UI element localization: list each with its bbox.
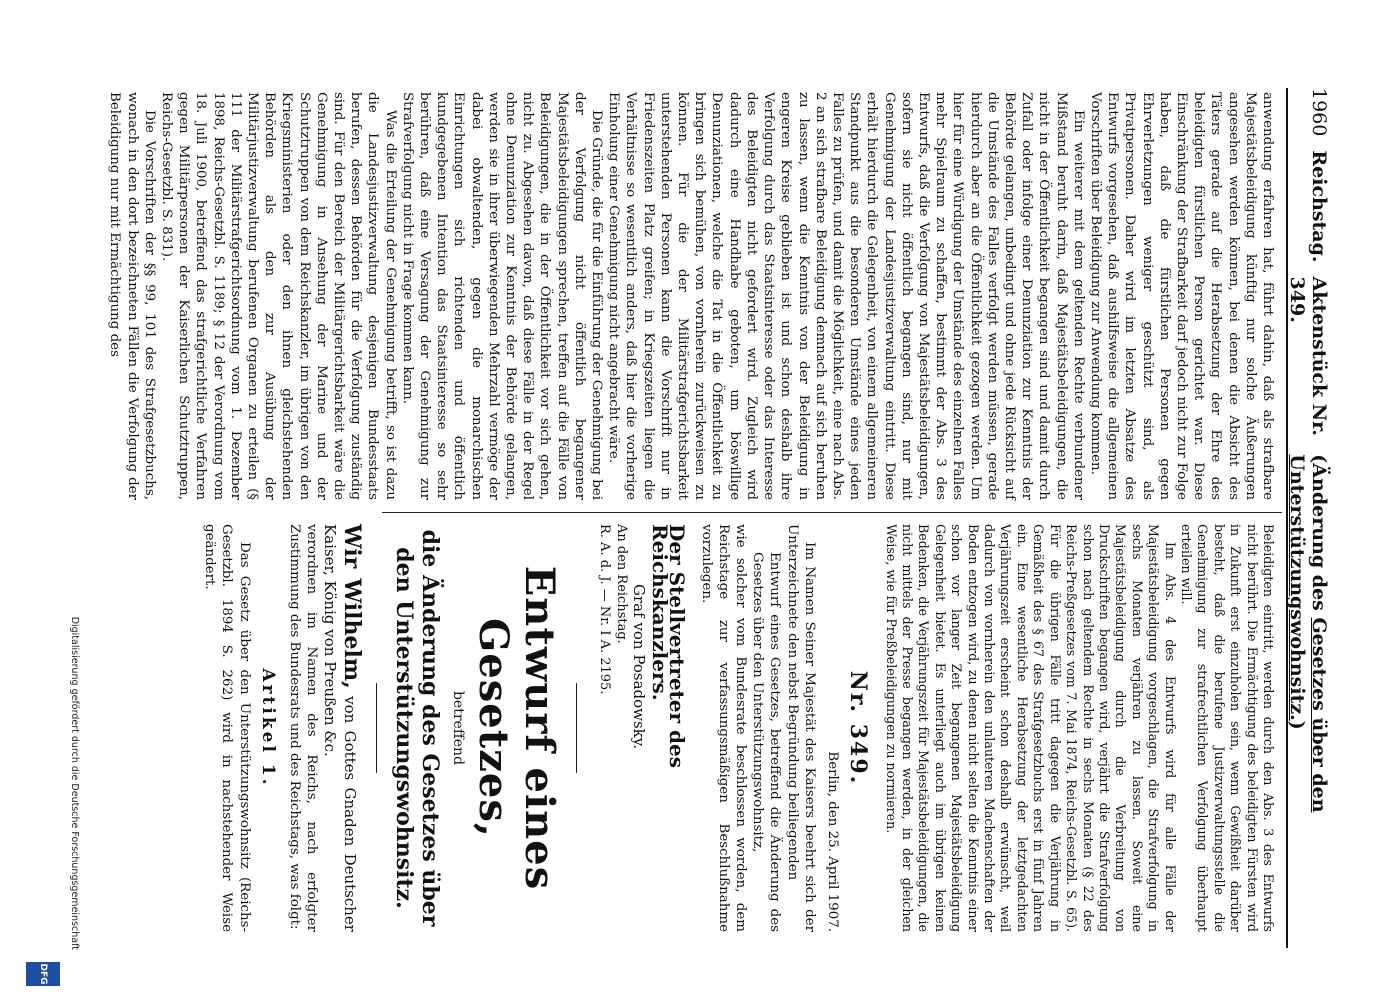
header-subject-underlined: Gesetzes über den Unterstützungswohnsitz.	[1286, 454, 1330, 813]
right-column	[201, 524, 1276, 932]
left-column	[106, 92, 1276, 500]
header-subject-prefix: (Änderung des	[1308, 454, 1330, 611]
left-paragraph: Ein weiterer mit dem geltenden Rechte verbundener Mißstand beruht darin, daß Majestätsbeleidigungen, die nicht in der Öffentlichkeit begangen sind und damit durch Zufall oder infolge einer Denunziation zur Kenntnis der Behörde gelangen, unbedingt und ohne jede Rücksicht auf die Umstände des Falles verfolgt werden müssen, gerade hierdurch aber an die Öffentlichkeit gezogen werden. Um hier für eine Würdigung der Umstände des einzelnen Falles mehr Spielraum zu schaffen, bestimmt der Abs. 3 des Entwurfs, daß die Verfolgung von Majestätsbeleidigungen, sofern sie nicht öffentlich begangen sind, nur mit Genehmigung der Landesjustizverwaltung eintritt. Diese erhält hierdurch die Gelegenheit, von einem allgemeineren Standpunkt aus die besonderen Umstände eines jeden Falles zu prüfen, und damit die Möglichkeit, eine nach Abs. 2 an sich strafbare Beleidigung demnach auf sich beruhen zu lassen, wenn die Kenntnis von der Beleidigung in engeren Kreise geblieben ist und schon deshalb ihre Verfolgung durch das Staatsinteresse oder das Interesse des Beleidigten nicht gefordert wird. Zugleich wird dadurch eine Handhabe geboten, um böswillige Denunziationen, welche die Tat in die Öffentlichkeit zu bringen sich bemühen, von vornherein zurückweisen zu können. Für die der Militärstrafgerichtsbarkeit unterstehenden Personen kann die Vorschrift nur in Friedenszeiten Platz greifen; in Kriegszeiten liegen die Verhältnisse so wesentlich anders, daß hier die vorherige Einholung einer Genehmigung nicht angebracht wäre.	[606, 92, 1086, 500]
header-rule	[1286, 88, 1288, 948]
message-text: Im Namen Seiner Majestät des Kaisers beehrt sich der Unterzeichnete den nebst Begründung beiliegenden	[784, 524, 817, 932]
message-end: wie solcher vom Bundesrate beschlossen worden, dem Reichstage zur verfassungsmäßigen Beschlußnahme vorzulegen.	[698, 524, 749, 932]
signature-title: Der Stellvertreter des Reichskanzlers.	[648, 524, 690, 768]
right-paragraph: Beleidigten eintritt, werden durch den Abs. 3 des Entwurfs nicht berührt. Die Ermächtigung des beleidigten Fürsten wird in Zukunft erst einzuholen sein, wenn Gewißheit darüber besteht, daß die berufene Justizverwaltungsstelle die Genehmigung zur strafrechtlichen Verfolgung überhaupt erteilen will.	[1178, 524, 1276, 932]
left-paragraph: Was die Erteilung der Genehmigung betrifft, so ist dazu die Landesjustizverwaltung desjenigen Bundesstaats berufen, dessen Behörden für die Verfolgung zuständig sind. Für den Bereich der Militärgerichtsbarkeit wäre die Genehmigung in Ansehung der Marine und der Schutztruppen von dem Reichskanzler, im übrigen von den Kriegsministerien oder den ihnen gleichstehenden Behörden als den zur Ausübung der Militärjustizverwaltung berufenen Organen zu erteilen (§ 111 der Militärstrafgerichtsordnung vom 1. Dezember 1898, Reichs-Gesetzbl. S. 1189; § 12 der Verordnung vom 18. Juli 1900, betreffend das strafgerichtliche Verfahren gegen Militärpersonen der Kaiserlichen Schutztruppen, Reichs-Gesetzbl. S. 831).	[159, 92, 398, 500]
article-text: Das Gesetz über den Unterstützungswohnsitz (Reichs-Gesetzbl. 1894 S. 262) wird in nachstehender Weise geändert.	[202, 524, 252, 932]
draft-title: Entwurf eines Gesetzes,	[470, 565, 564, 891]
separator-rule	[376, 683, 377, 773]
header-body: Reichstag.	[1308, 150, 1330, 263]
article-heading: Artikel 1.	[257, 668, 278, 788]
message-block: Entwurf eines Gesetzes, betreffend die Änderung des Gesetzes über den Unterstützungswohnsitz,	[750, 552, 783, 932]
header-document: Aktenstück Nr. 349.	[1286, 276, 1330, 436]
digitization-note: Digitalisierung gefördert durch die Deutsche Forschungsgemeinschaft	[69, 616, 80, 950]
left-paragraph: anwendung erfahren hat, führt dahin, daß als strafbare Majestätsbeleidigung künftig nur solche Äußerungen angesehen werden können, bei denen die Absicht des Täters gerade auf die Herabsetzung der Ehre des beleidigten fürstlichen Person gerichtet war. Diese Einschränkung der Strafbarkeit darf jedoch nicht zur Folge haben, daß die fürstlichen Personen gegen Ehrverletzungen weniger geschützt sind, als Privatpersonen. Daher wird im letzten Absatze des Entwurfs vorgesehen, daß aushilfsweise die allgemeinen Vorschriften über Beleidigung zur Anwendung kommen.	[1087, 92, 1275, 500]
left-paragraph: Die Vorschriften der §§ 99, 101 des Strafgesetzbuchs, wonach in den dort bezeichneten Fällen die Verfolgung der Beleidigung nur mit Ermächtigung des	[107, 92, 157, 500]
right-paragraph: Im Abs. 4 des Entwurfs wird für alle Fälle der Majestätsbeleidigung vorgeschlagen, die Strafverfolgung in sechs Monaten verjähren zu lassen. Soweit eine Majestätsbeleidigung durch die Verbreitung von Druckschriften begangen wird, verjährt die Strafverfolgung schon nach geltendem Rechte in sechs Monaten (§ 22 des Reichs-Preßgesetzes vom 7. Mai 1874, Reichs-Gesetzbl. S. 65). Für die übrigen Fälle tritt dagegen die Verjährung in Gemäßheit des § 67 des Strafgesetzbuchs erst in fünf Jahren ein. Eine wesentliche Herabsetzung der letztgedachten Verjährungszeit erscheint schon deshalb erwünscht, weil dadurch von vornherein den unlauteren Machenschaften der Boden entzogen wird, zu denen nicht selten die Kenntnis einer schon vor langer Zeit begangenen Majestätsbeleidigung Gelegenheit bietet. Es unterliegt auch im übrigen keinen Bedenken, die Verjährungszeit für Majestätsbeleidigungen, die nicht mittels der Presse begangen werden, in der gleichen Weise, wie für Preßbeleidigungen zu normieren.	[883, 524, 1178, 932]
signature-name: Graf von Posadowsky.	[630, 584, 649, 750]
enacting-formula	[320, 524, 366, 932]
left-paragraph: Die Gründe, die für die Einführung der Genehmigung bei der Verfolgung nicht öffentlich begangener Majestätsbeleidigungen sprechen, treffen auf die Fälle von Beleidigungen, die in der Öffentlichkeit vor sich gehen, nicht zu. Abgesehen davon, daß diese Fälle in der Regel ohne Denunziation zur Kenntnis der Behörde gelangen, werden sie in ihrer überwiegenden Mehrzahl vermöge der dabei obwaltenden, gegen die monarchischen Einrichtungen sich richtenden und öffentlich kundgegebenen Intention das Staatsinteresse so sehr berühren, daß eine Versagung der Genehmigung zur Strafverfolgung nicht in Frage kommen kann.	[399, 92, 605, 500]
enacting-name: Wir Wilhelm,	[339, 524, 366, 689]
header-subject	[1286, 454, 1330, 948]
draft-betreffend: betreffend	[450, 690, 467, 766]
reference-number: R. A. d. J. — Nr. I A. 2195.	[596, 524, 612, 695]
page-header	[1286, 88, 1330, 948]
document-date: Berlin, den 25. April 1907.	[825, 751, 841, 932]
header-subject-suffix: )	[1286, 720, 1308, 730]
enacting-title: von Gottes Gnaden Deutscher Kaiser, König von Preußen &c.	[321, 524, 360, 932]
addressee: An den Reichstag.	[613, 524, 629, 644]
document-number: Nr. 349.	[845, 670, 872, 786]
enacting-text: verordnen im Namen des Reichs, nach erfolgter Zustimmung des Bundesrats und des Reichstags, was folgt:	[287, 524, 320, 932]
column-divider	[382, 512, 1282, 513]
page-number: 1960	[1308, 88, 1330, 137]
separator-rule	[576, 683, 577, 773]
draft-subject: die Änderung des Gesetzes über den Unterstützungswohnsitz.	[391, 529, 444, 927]
dfg-logo: DFG	[26, 962, 60, 986]
